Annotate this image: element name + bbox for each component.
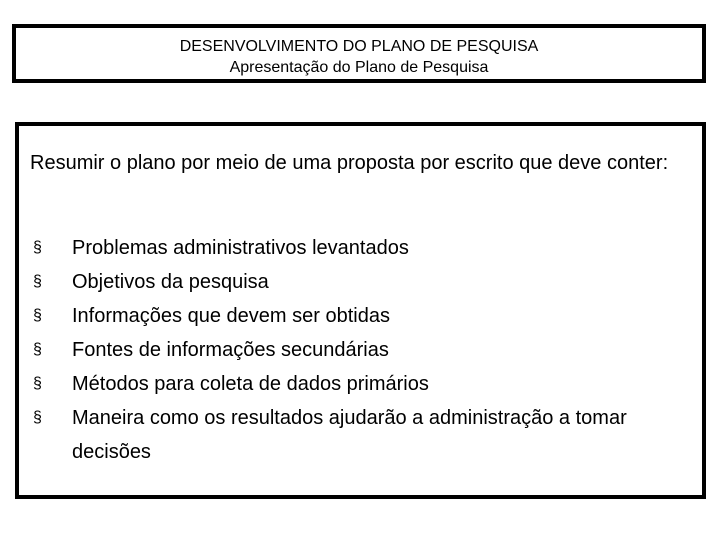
- list-item: [33, 299, 697, 333]
- bullet-marker-icon: §: [33, 341, 42, 358]
- list-item-text: Fontes de informações secundárias: [72, 339, 389, 361]
- list-item-text: Métodos para coleta de dados primários: [72, 373, 429, 395]
- bullet-marker-icon: §: [33, 409, 42, 426]
- list-item-text: Informações que devem ser obtidas: [72, 305, 390, 327]
- list-item: [33, 231, 697, 265]
- slide-subtitle: Apresentação do Plano de Pesquisa: [229, 59, 489, 76]
- bullet-marker-icon: §: [33, 375, 42, 392]
- bullet-marker-icon: §: [33, 307, 42, 324]
- slide-header-box: [12, 24, 706, 83]
- bullet-marker-icon: §: [33, 239, 42, 256]
- list-item-text: Problemas administrativos levantados: [72, 237, 409, 259]
- list-item-text: Maneira como os resultados ajudarão a administração a tomar decisões: [72, 407, 627, 463]
- slide-title: DESENVOLVIMENTO DO PLANO DE PESQUISA: [179, 38, 539, 55]
- slide-content-box: [15, 122, 706, 499]
- bullet-list: [33, 231, 697, 469]
- list-item: [33, 333, 697, 367]
- intro-paragraph: Resumir o plano por meio de uma proposta por escrito que deve conter:: [30, 152, 669, 174]
- list-item: [33, 265, 697, 299]
- bullet-marker-icon: §: [33, 273, 42, 290]
- list-item: [33, 367, 697, 401]
- list-item-text: Objetivos da pesquisa: [72, 271, 269, 293]
- list-item: [33, 401, 697, 469]
